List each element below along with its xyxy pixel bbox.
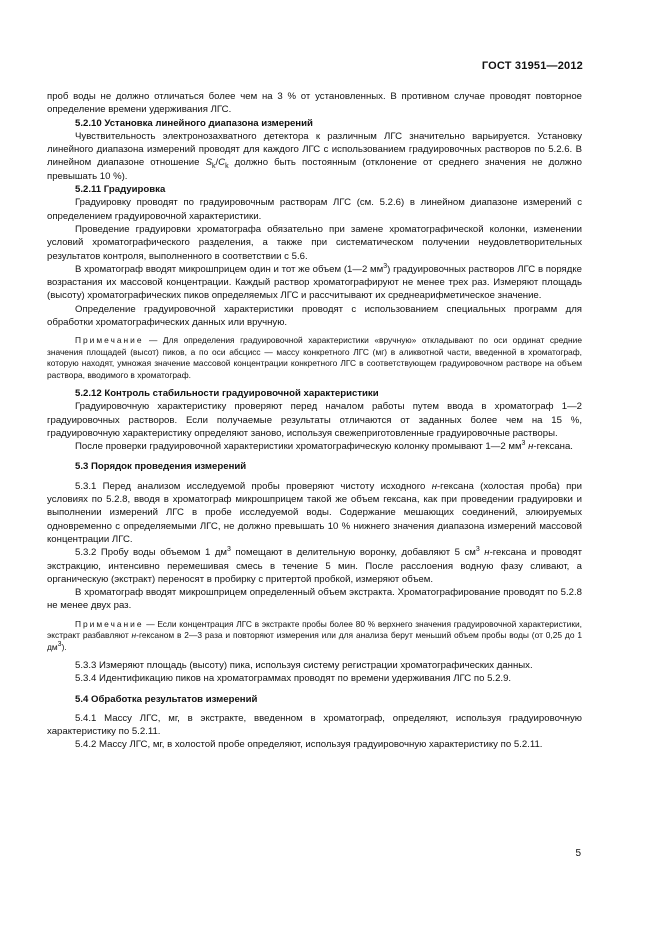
paragraph: 5.4.2 Массу ЛГС, мг, в холостой пробе определяют, используя градуировочную характеристику по 5.2.11. (75, 739, 543, 751)
paragraph: 5.3.3 Измеряют площадь (высоту) пика, используя систему регистрации хроматографических данных. (75, 659, 533, 671)
paragraph: Градуировку проводят по градуировочным растворам ЛГС (см. 5.2.6) в линейном диапазоне измерений с определением градуировочной характеристики. (47, 197, 582, 222)
note: Примечание — Для определения градуировочной характеристики «вручную» откладывают по оси ординат средние значения площадей (высот) пиков, а по оси абсцисс — массу конкретного ЛГС (мг) в аликвотной части, введенной в хроматограф, которую находят, умножая значение массовой концентрации конкретного ЛГС в соответствующем градуировочном растворе на объем раствора, вводимого в хроматограф. (47, 335, 582, 380)
paragraph: проб воды не должно отличаться более чем на 3 % от установленных. В противном случае проводят повторное определение времени удерживания ЛГС. (47, 91, 582, 116)
section-heading-5-4: 5.4 Обработка результатов измерений (75, 693, 258, 705)
paragraph: В хроматограф вводят микрошприцем один и тот же объем (1—2 $мм^3$) градуировочных растворов ЛГС в порядке возрастания их массовой концентрации. Каждый раствор хроматографируют не менее трех раз. Измеряют площадь (высоту) хроматографических пиков определяемых ЛГС и рассчитывают их среднеарифметическое значение. (47, 262, 582, 302)
paragraph: Градуировочную характеристику проверяют перед началом работы путем ввода в хроматограф 1—2 градуировочных растворов. Если получаемые результаты отличаются от заданных более чем на 15 %, градуировочную характеристику определяют заново, используя свежеприготовленные градуировочные растворы. (47, 401, 582, 439)
paragraph: После проверки градуировочной характеристики хроматографическую колонку промывают 1—2 $мм^3$ н-гексана. (75, 439, 573, 453)
note: Примечание — Если концентрация ЛГС в экстракте пробы более 80 % верхнего значения градуировочной характеристики, экстракт разбавляют н-гексаном в 2—3 раза и повторяют измерения или для анализа берут меньший объем пробы воды (от 0,25 до 1 $дм^3$). (47, 618, 582, 652)
paragraph: 5.3.4 Идентификацию пиков на хроматограммах проводят по времени удерживания ЛГС по 5.2.9. (75, 673, 512, 685)
paragraph: 5.4.1 Массу ЛГС, мг, в экстракте, введенном в хроматограф, определяют, используя градуировочную характеристику по 5.2.11. (47, 712, 582, 738)
section-heading-5-2-10: 5.2.10 Установка линейного диапазона измерений (75, 117, 313, 129)
document-header-id: ГОСТ 31951—2012 (481, 60, 583, 72)
paragraph: Определение градуировочной характеристики проводят с использованием специальных программ для обработки хроматографических данных или вручную. (47, 303, 582, 329)
section-heading-5-3: 5.3 Порядок проведения измерений (75, 461, 247, 473)
paragraph: В хроматограф вводят микрошприцем определенный объем экстракта. Хроматографирование проводят по 5.2.8 не менее двух раз. (47, 587, 582, 612)
page-number: 5 (575, 848, 581, 859)
section-heading-5-2-12: 5.2.12 Контроль стабильности градуировочной характеристики (75, 387, 379, 399)
note-label: Примечание (75, 618, 144, 629)
note-label: Примечание (75, 335, 144, 346)
paragraph: 5.3.2 Пробу воды объемом 1 $дм^3$ помещают в делительную воронку, добавляют 5 $см^3$ н-гексана и проводят экстракцию, интенсивно перемешивая смесь в течение 5 мин. После расслоения водную фазу сливают, а органическую (экстракт) переносят в пробирку с притертой пробкой, измеряют объем. (47, 546, 582, 585)
paragraph: 5.3.1 Перед анализом исследуемой пробы проверяют чистоту исходного н-гексана (холостая проба) при условиях по 5.2.8, вводя в хроматограф микрошприцем такой же объем гексана, как при проведении градуировки и выполнении измерений ЛГС в пробе исследуемой воды. Содержание мешающих соединений, элюируемых одновременно с определяемыми ЛГС, не должно превышать 10 % нижнего значения диапазона измерений массовой концентрации ЛГС. (47, 480, 582, 545)
document-body (47, 90, 582, 752)
paragraph: Проведение градуировки хроматографа обязательно при замене хроматографической колонки, изменении условий хроматографического разделения, а также при систематическом получении неудовлетворительных результатов контроля, выполненного в соответствии с 5.6. (47, 223, 582, 262)
paragraph: Чувствительность электронозахватного детектора к различным ЛГС значительно варьируется. Установку линейного диапазона измерений проводят для каждого ЛГС с использованием градуировочных растворов по 5.2.6. В линейном диапазоне отношение $S_k/C_k$ должно быть постоянным (отклонение от среднего значения не должно превышать 10 %). (47, 130, 582, 182)
section-heading-5-2-11: 5.2.11 Градуировка (75, 184, 166, 196)
